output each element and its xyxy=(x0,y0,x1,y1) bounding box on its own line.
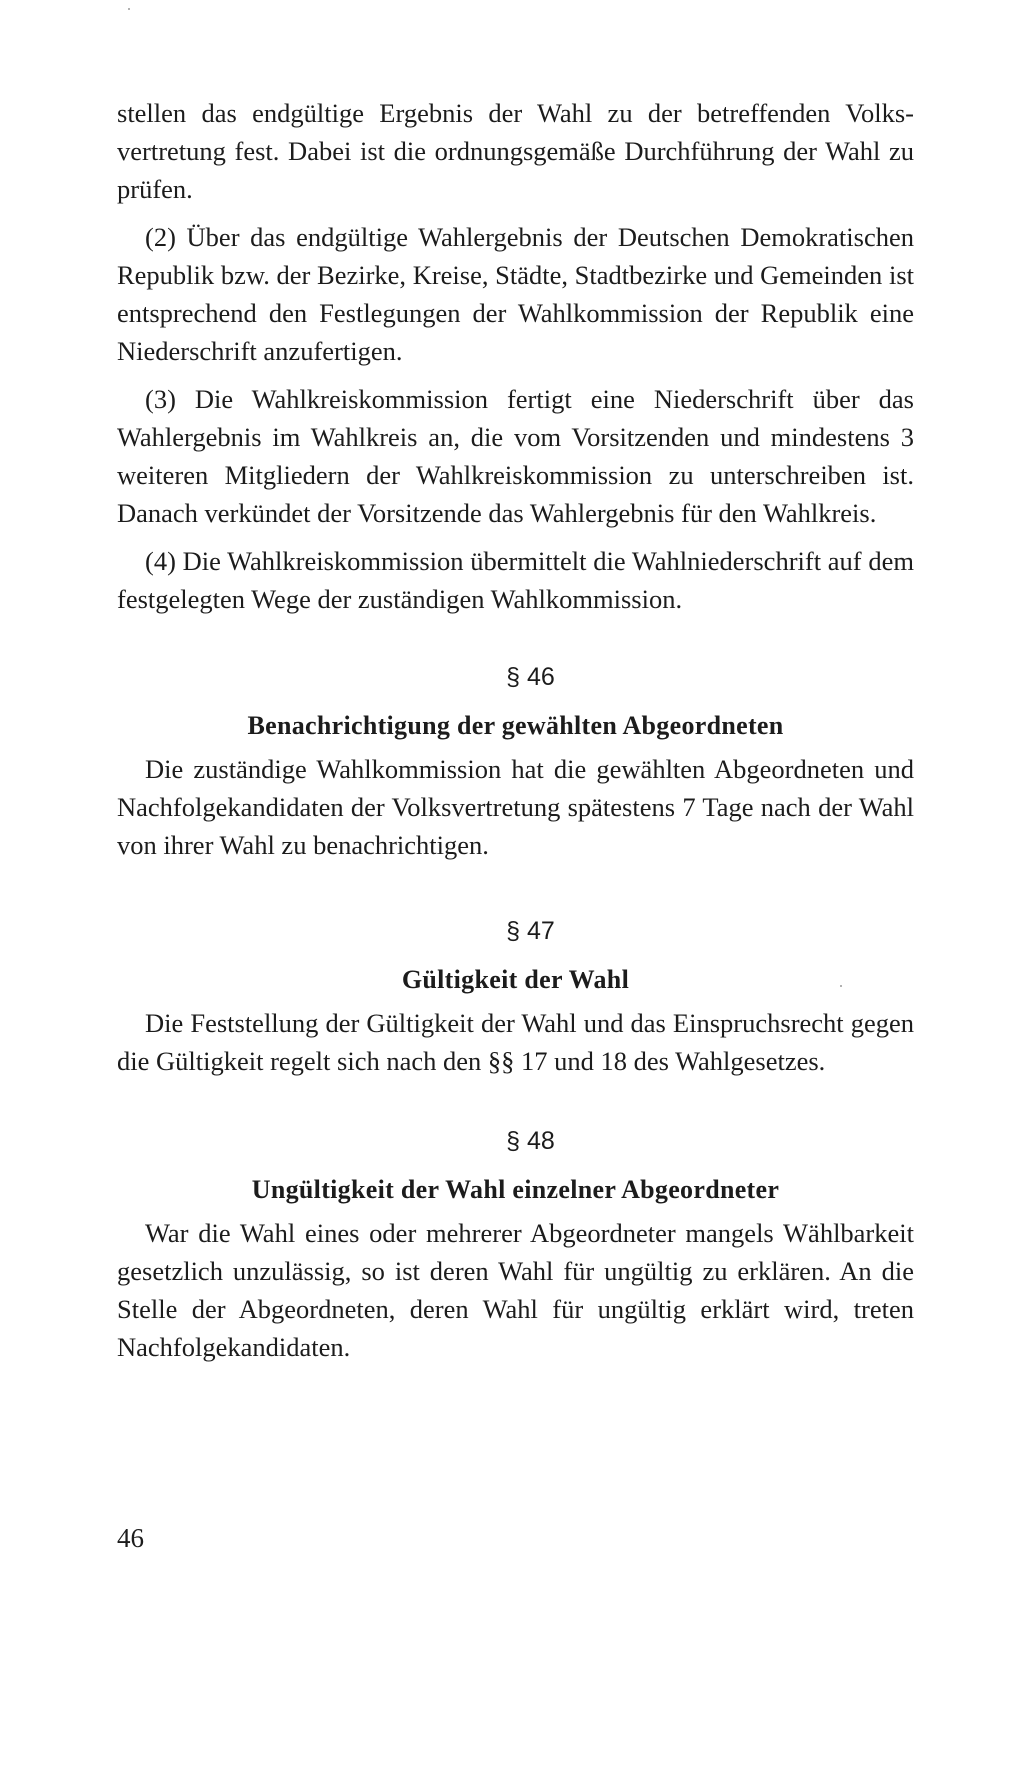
section-text: War die Wahl eines oder mehrerer Abgeordneter mangels Wählbarkeit gesetzlich unzulässig, so ist deren Wahl für ungültig zu erklären. An die Stelle der Abgeordneten, deren Wahl für ungültig erklärt wird, treten Nachfolgekandidaten. xyxy=(117,1218,914,1362)
section-47 xyxy=(117,914,914,1080)
section-46 xyxy=(117,660,914,864)
section-title: Ungültigkeit der Wahl einzelner Abgeordneter xyxy=(251,1175,780,1204)
section-text: Die zuständige Wahlkommission hat die gewählten Abgeordneten und Nachfolgekandidaten der Volksvertretung spätestens 7 Tage nach der Wahl von ihrer Wahl zu benachrichtigen. xyxy=(117,754,914,860)
section-title: Gültigkeit der Wahl xyxy=(401,965,630,994)
section-number: § 47 xyxy=(506,917,555,945)
page-number: 46 xyxy=(117,1523,144,1553)
document-page xyxy=(117,94,914,1366)
section-number: § 48 xyxy=(506,1127,555,1155)
section-title: Benachrichtigung der gewählten Abgeordneten xyxy=(247,711,784,740)
scan-speck xyxy=(128,8,130,10)
section-text: Die Feststellung der Gültigkeit der Wahl und das Einspruchsrecht gegen die Gültigkeit regelt sich nach den §§ 17 und 18 des Wahlgesetzes. xyxy=(117,1008,914,1076)
section-48 xyxy=(117,1124,914,1366)
paragraph-3: (3) Die Wahlkreiskommission fertigt eine Niederschrift über das Wahlergebnis im Wahlkreis an, die vom Vorsitzenden und mindestens 3 weiteren Mitgliedern der Wahlkreiskommission zu unterschreiben ist. Danach verkündet der Vorsitzende das Wahlergebnis für den Wahlkreis. xyxy=(117,384,914,528)
paragraph-2: (2) Über das endgültige Wahlergebnis der Deutschen Demokratischen Republik bzw. der Bezirke, Kreise, Städte, Stadtbezirke und Gemeinden ist entsprechend den Festlegungen der Wahlkommission der Republik eine Niederschrift anzufertigen. xyxy=(117,222,914,366)
paragraph-continuation: stellen das endgültige Ergebnis der Wahl zu der betreffenden Volksvertretung fest. Dabei ist die ordnungsgemäße Durchführung der Wahl zu prüfen. xyxy=(117,98,914,204)
paragraph-4: (4) Die Wahlkreiskommission übermittelt die Wahlniederschrift auf dem festgelegten Wege der zuständigen Wahlkommission. xyxy=(117,546,914,614)
section-number: § 46 xyxy=(506,663,555,691)
